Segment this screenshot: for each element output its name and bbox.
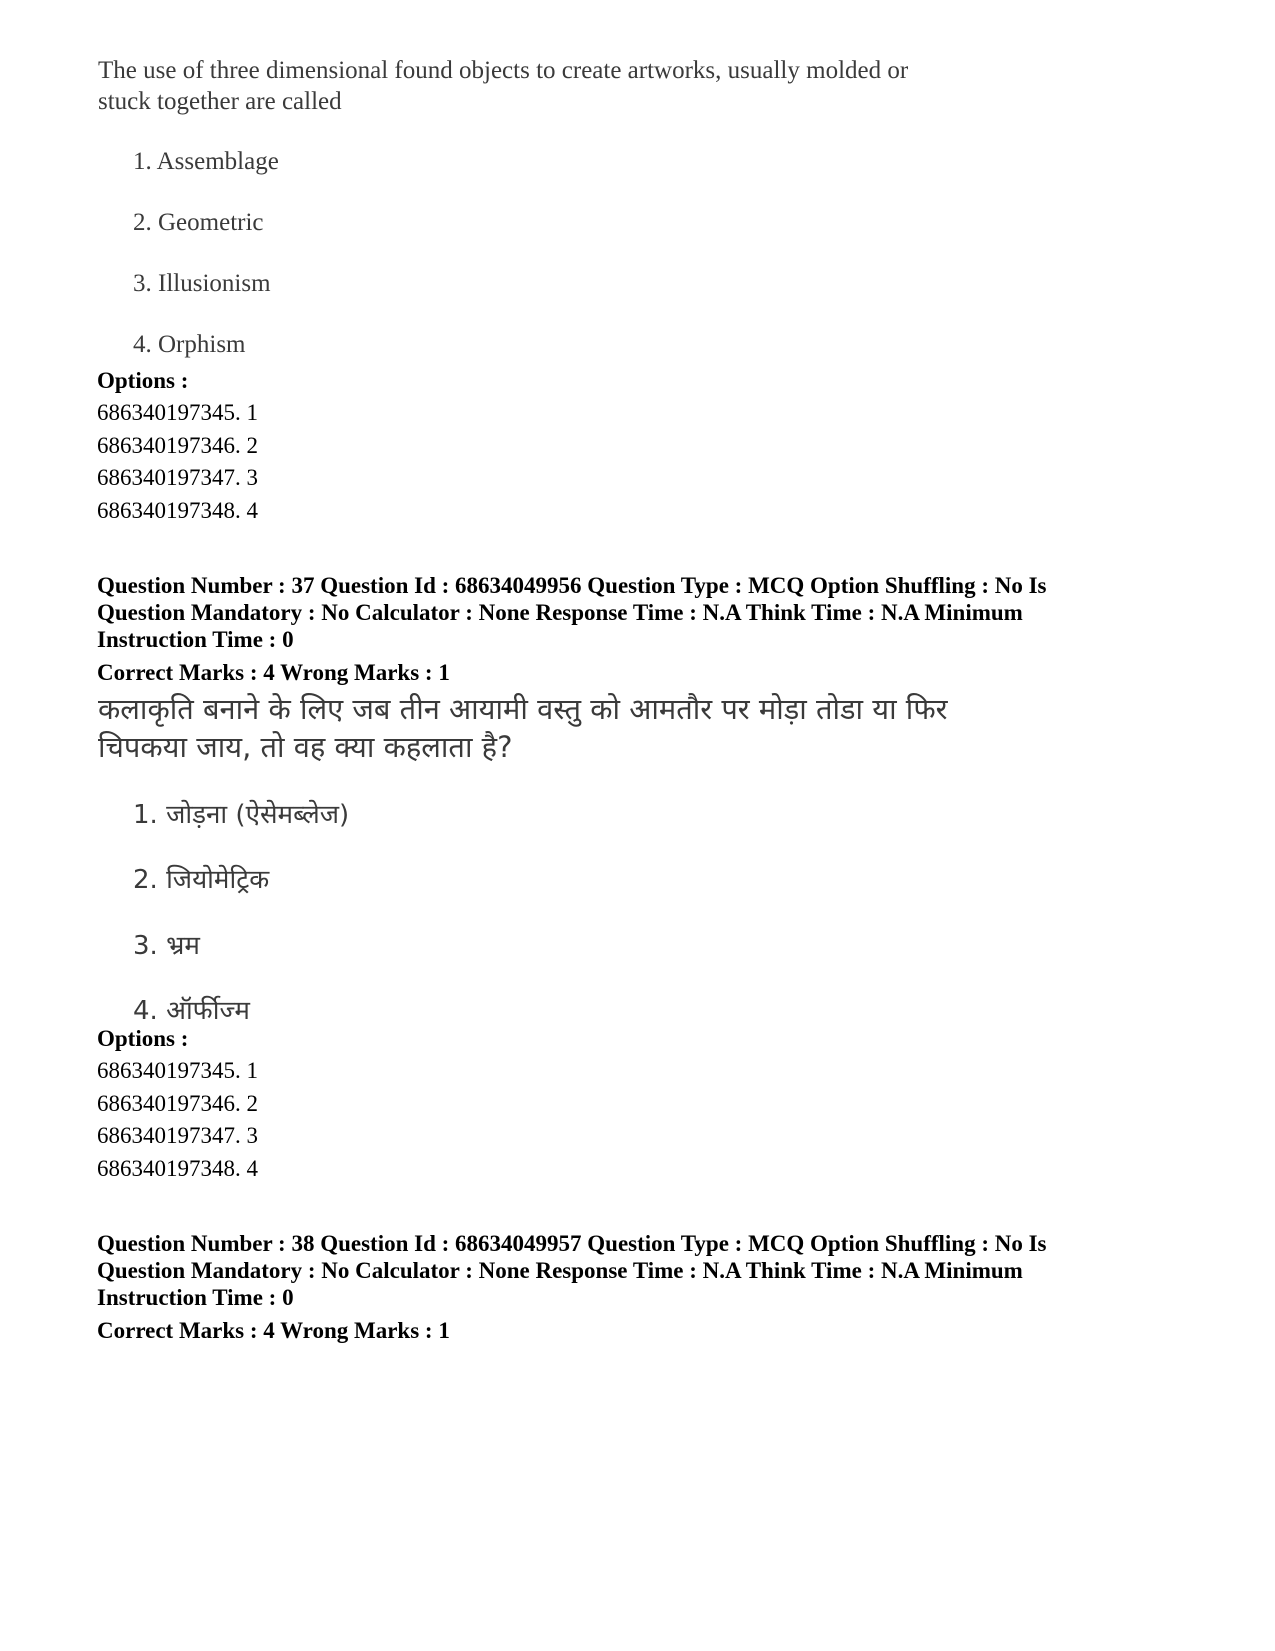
question-text-line: The use of three dimensional found objects to create artworks, usually molded or xyxy=(98,57,909,84)
answer-choice: 3. भ्रम xyxy=(133,931,200,961)
answer-choice: 1. जोड़ना (ऐसेमब्लेज) xyxy=(133,800,350,830)
question-meta-line: Question Mandatory : No Calculator : None Response Time : N.A Think Time : N.A Minimum xyxy=(97,1258,1023,1283)
question-text-line: stuck together are called xyxy=(98,88,342,115)
answer-choice: 2. जियोमेट्रिक xyxy=(133,865,270,895)
option-id: 686340197348. 4 xyxy=(97,498,258,523)
answer-choice: 4. ऑर्फीज्म xyxy=(133,996,250,1026)
option-id: 686340197347. 3 xyxy=(97,465,258,490)
option-id: 686340197346. 2 xyxy=(97,433,258,458)
question-meta-line: Question Mandatory : No Calculator : None Response Time : N.A Think Time : N.A Minimum xyxy=(97,600,1023,625)
question-meta-line: Question Number : 38 Question Id : 68634049957 Question Type : MCQ Option Shuffling : No Is xyxy=(97,1231,1047,1256)
question-text-line: चिपकया जाय, तो वह क्या कहलाता है? xyxy=(98,730,513,764)
answer-choice: 3. Illusionism xyxy=(133,270,271,297)
question-meta-line: Question Number : 37 Question Id : 68634049956 Question Type : MCQ Option Shuffling : No Is xyxy=(97,573,1047,598)
answer-choice: 1. Assemblage xyxy=(133,148,279,175)
options-label: Options : xyxy=(97,368,189,393)
option-id: 686340197348. 4 xyxy=(97,1156,258,1181)
option-id: 686340197347. 3 xyxy=(97,1123,258,1148)
option-id: 686340197345. 1 xyxy=(97,400,258,425)
answer-choice: 4. Orphism xyxy=(133,331,246,358)
question-meta-line: Instruction Time : 0 xyxy=(97,627,294,652)
marks-line: Correct Marks : 4 Wrong Marks : 1 xyxy=(97,660,450,685)
question-text-line: कलाकृति बनाने के लिए जब तीन आयामी वस्तु को आमतौर पर मोड़ा तोडा या फिर xyxy=(98,692,948,726)
option-id: 686340197345. 1 xyxy=(97,1058,258,1083)
option-id: 686340197346. 2 xyxy=(97,1091,258,1116)
answer-choice: 2. Geometric xyxy=(133,209,264,236)
options-label: Options : xyxy=(97,1026,189,1051)
marks-line: Correct Marks : 4 Wrong Marks : 1 xyxy=(97,1318,450,1343)
question-meta-line: Instruction Time : 0 xyxy=(97,1285,294,1310)
